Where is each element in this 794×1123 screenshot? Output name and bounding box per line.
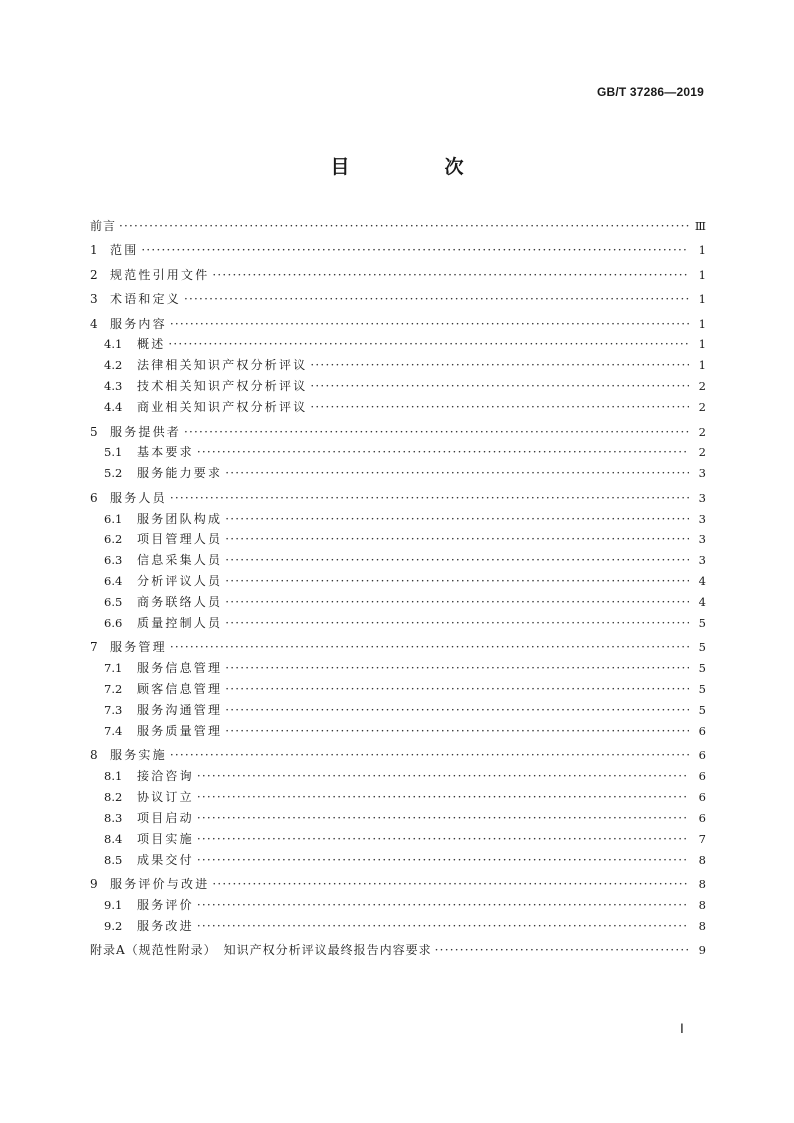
- toc-entry-title: 服务评价: [137, 898, 194, 913]
- toc-entry-number: 2: [90, 267, 98, 282]
- dot-leader: [141, 240, 689, 261]
- toc-entry-page: 2: [698, 445, 706, 460]
- dot-leader: [225, 550, 689, 571]
- toc-entry-title: 服务评价与改进: [110, 877, 210, 892]
- toc-entry[interactable]: [90, 529, 706, 550]
- toc-entry-number: 6.6: [104, 616, 123, 631]
- dot-leader: [435, 940, 689, 961]
- toc-entry-title: 基本要求: [137, 445, 194, 460]
- toc-entry-title: 服务内容: [110, 316, 167, 331]
- dot-leader: [225, 529, 689, 550]
- toc-entry-page: 1: [698, 316, 706, 331]
- page-number: Ⅰ: [680, 1021, 684, 1036]
- toc-entry-page: 6: [698, 748, 706, 763]
- dot-leader: [184, 422, 689, 443]
- toc-entry-title: 商务联络人员: [137, 595, 223, 610]
- toc-entry-page: 9: [698, 943, 706, 958]
- toc-entry[interactable]: [90, 850, 706, 871]
- toc-entry[interactable]: [90, 613, 706, 634]
- toc-entry-number: 4.2: [104, 358, 123, 373]
- toc-entry[interactable]: [90, 658, 706, 679]
- toc-entry-title: 服务人员: [110, 490, 167, 505]
- standard-code: GB/T 37286—2019: [596, 85, 704, 99]
- toc-entry-page: 4: [698, 595, 706, 610]
- toc-entry-title: 服务沟通管理: [137, 703, 223, 718]
- toc-entry-title: 信息采集人员: [137, 553, 223, 568]
- toc-entry[interactable]: [90, 216, 706, 237]
- toc-entry-page: 2: [698, 379, 706, 394]
- toc-entry[interactable]: [90, 592, 706, 613]
- toc-entry-number: 5.1: [104, 445, 123, 460]
- toc-entry-title: 项目启动: [137, 811, 194, 826]
- toc-entry-page: 3: [698, 466, 706, 481]
- toc-entry-page: 2: [698, 424, 706, 439]
- toc-entry[interactable]: [90, 874, 706, 895]
- toc-entry-number: 8.3: [104, 811, 123, 826]
- dot-leader: [225, 463, 689, 484]
- toc-entry[interactable]: [90, 240, 706, 261]
- toc-entry-number: 8.2: [104, 790, 123, 805]
- toc-entry-number: 8.5: [104, 852, 123, 867]
- table-of-contents: [90, 216, 706, 961]
- toc-entry-title: 服务改进: [137, 919, 194, 933]
- toc-entry[interactable]: [90, 442, 706, 463]
- toc-entry[interactable]: [90, 916, 706, 937]
- toc-entry[interactable]: [90, 700, 706, 721]
- toc-entry-number: 1: [90, 243, 98, 258]
- dot-leader: [197, 850, 689, 871]
- dot-leader: [225, 721, 689, 742]
- dot-leader: [197, 808, 689, 829]
- dot-leader: [170, 745, 689, 766]
- toc-entry-title: 服务实施: [110, 748, 167, 763]
- toc-entry-page: 8: [698, 919, 706, 933]
- toc-entry-number: 4.1: [104, 337, 123, 352]
- toc-entry-number: 9.1: [104, 898, 123, 913]
- toc-entry-title: 项目管理人员: [137, 532, 223, 547]
- dot-leader: [197, 829, 689, 850]
- toc-entry-title: 服务团队构成: [137, 511, 223, 526]
- toc-entry[interactable]: [90, 289, 706, 310]
- toc-entry-page: 6: [698, 790, 706, 805]
- toc-entry-title: 成果交付: [137, 852, 194, 867]
- toc-entry-title: 服务质量管理: [137, 723, 223, 738]
- toc-entry-page: 1: [698, 358, 706, 373]
- dot-leader: [310, 355, 689, 376]
- toc-entry-number: 5: [90, 424, 98, 439]
- toc-entry[interactable]: [90, 940, 706, 961]
- toc-entry-page: 5: [698, 703, 706, 718]
- dot-leader: [197, 766, 689, 787]
- dot-leader: [225, 700, 689, 721]
- toc-entry-page: 5: [698, 661, 706, 676]
- toc-entry-title: 项目实施: [137, 831, 194, 846]
- toc-entry[interactable]: [90, 550, 706, 571]
- dot-leader: [168, 334, 689, 355]
- toc-entry-page: 6: [698, 811, 706, 826]
- toc-entry[interactable]: [90, 376, 706, 397]
- toc-entry[interactable]: [90, 509, 706, 530]
- toc-entry-number: 6.4: [104, 574, 123, 589]
- toc-entry-number: 8.4: [104, 831, 123, 846]
- toc-entry-page: 1: [698, 267, 706, 282]
- toc-entry-page: 6: [698, 723, 706, 738]
- toc-entry-title: 接洽咨询: [137, 769, 194, 784]
- toc-entry[interactable]: [90, 766, 706, 787]
- dot-leader: [184, 289, 689, 310]
- toc-entry-title: 商业相关知识产权分析评议: [137, 400, 308, 415]
- toc-entry[interactable]: [90, 679, 706, 700]
- toc-entry-number: 6.2: [104, 532, 123, 547]
- toc-entry-title: 服务信息管理: [137, 661, 223, 676]
- dot-leader: [197, 442, 689, 463]
- toc-entry-title: 服务管理: [110, 640, 167, 655]
- toc-entry[interactable]: [90, 787, 706, 808]
- toc-entry-page: 3: [698, 490, 706, 505]
- toc-entry-page: 8: [698, 852, 706, 867]
- dot-leader: [197, 787, 689, 808]
- toc-entry-page: 7: [698, 831, 706, 846]
- toc-entry-number: 5.2: [104, 466, 123, 481]
- dot-leader: [212, 874, 689, 895]
- toc-entry-number: 3: [90, 292, 98, 307]
- toc-entry-title: 概述: [137, 337, 166, 352]
- toc-entry-title: 附录A（规范性附录） 知识产权分析评议最终报告内容要求: [90, 943, 432, 958]
- toc-entry-page: 3: [698, 553, 706, 568]
- toc-entry[interactable]: [90, 334, 706, 355]
- toc-entry-title: 规范性引用文件: [110, 267, 210, 282]
- dot-leader: [225, 571, 689, 592]
- toc-entry-number: 4: [90, 316, 98, 331]
- dot-leader: [225, 679, 689, 700]
- toc-entry-number: 6: [90, 490, 98, 505]
- toc-entry[interactable]: [90, 829, 706, 850]
- toc-entry-page: 8: [698, 877, 706, 892]
- toc-entry-title: 技术相关知识产权分析评议: [137, 379, 308, 394]
- toc-entry[interactable]: [90, 895, 706, 916]
- toc-entry-number: 8: [90, 748, 98, 763]
- toc-entry-number: 6.1: [104, 511, 123, 526]
- toc-entry[interactable]: [90, 463, 706, 484]
- toc-entry-title: 服务能力要求: [137, 466, 223, 481]
- toc-entry[interactable]: [90, 745, 706, 766]
- toc-entry[interactable]: [90, 422, 706, 443]
- toc-entry-number: 7.1: [104, 661, 123, 676]
- dot-leader: [310, 376, 689, 397]
- toc-entry-page: 8: [698, 898, 706, 913]
- toc-entry-number: 4.3: [104, 379, 123, 394]
- toc-entry-page: 1: [698, 337, 706, 352]
- toc-entry[interactable]: [90, 808, 706, 829]
- toc-entry-page: 5: [698, 616, 706, 631]
- toc-entry-title: 顾客信息管理: [137, 682, 223, 697]
- dot-leader: [212, 265, 689, 286]
- dot-leader: [310, 397, 689, 418]
- toc-entry-page: 3: [698, 511, 706, 526]
- toc-entry-page: 2: [698, 400, 706, 415]
- toc-entry-page: Ⅲ: [694, 219, 706, 233]
- dot-leader: [225, 613, 689, 634]
- dot-leader: [170, 314, 689, 335]
- dot-leader: [225, 509, 689, 530]
- toc-entry[interactable]: [90, 355, 706, 376]
- toc-entry-page: 5: [698, 682, 706, 697]
- toc-entry-page: 6: [698, 769, 706, 784]
- toc-entry-title: 前言: [90, 219, 117, 233]
- toc-entry-title: 范围: [110, 243, 139, 258]
- toc-entry-number: 6.5: [104, 595, 123, 610]
- toc-entry-title: 分析评议人员: [137, 574, 223, 589]
- toc-entry-title: 术语和定义: [110, 292, 182, 307]
- toc-entry-title: 协议订立: [137, 790, 194, 805]
- toc-entry-page: 4: [698, 574, 706, 589]
- toc-entry-number: 7.2: [104, 682, 123, 697]
- toc-entry-title: 服务提供者: [110, 424, 182, 439]
- page-title: 目 次: [330, 156, 502, 178]
- toc-entry-number: 9.2: [104, 919, 123, 933]
- dot-leader: [119, 216, 689, 237]
- toc-entry-number: 4.4: [104, 400, 123, 415]
- toc-entry-number: 7: [90, 640, 98, 655]
- toc-entry-page: 1: [698, 292, 706, 307]
- dot-leader: [170, 637, 689, 658]
- toc-entry[interactable]: [90, 571, 706, 592]
- dot-leader: [197, 895, 689, 916]
- toc-entry[interactable]: [90, 721, 706, 742]
- toc-entry[interactable]: [90, 314, 706, 335]
- toc-entry-page: 3: [698, 532, 706, 547]
- dot-leader: [225, 658, 689, 679]
- toc-entry[interactable]: [90, 488, 706, 509]
- toc-entry-number: 6.3: [104, 553, 123, 568]
- dot-leader: [170, 488, 689, 509]
- toc-entry-number: 9: [90, 877, 98, 892]
- toc-entry-page: 1: [698, 243, 706, 258]
- toc-entry-title: 质量控制人员: [137, 616, 223, 631]
- toc-entry[interactable]: [90, 397, 706, 418]
- dot-leader: [197, 916, 689, 937]
- toc-entry-page: 5: [698, 640, 706, 655]
- toc-entry-number: 7.4: [104, 723, 123, 738]
- toc-entry[interactable]: [90, 637, 706, 658]
- toc-entry[interactable]: [90, 265, 706, 286]
- toc-entry-number: 8.1: [104, 769, 123, 784]
- toc-entry-number: 7.3: [104, 703, 123, 718]
- toc-entry-title: 法律相关知识产权分析评议: [137, 358, 308, 373]
- dot-leader: [225, 592, 689, 613]
